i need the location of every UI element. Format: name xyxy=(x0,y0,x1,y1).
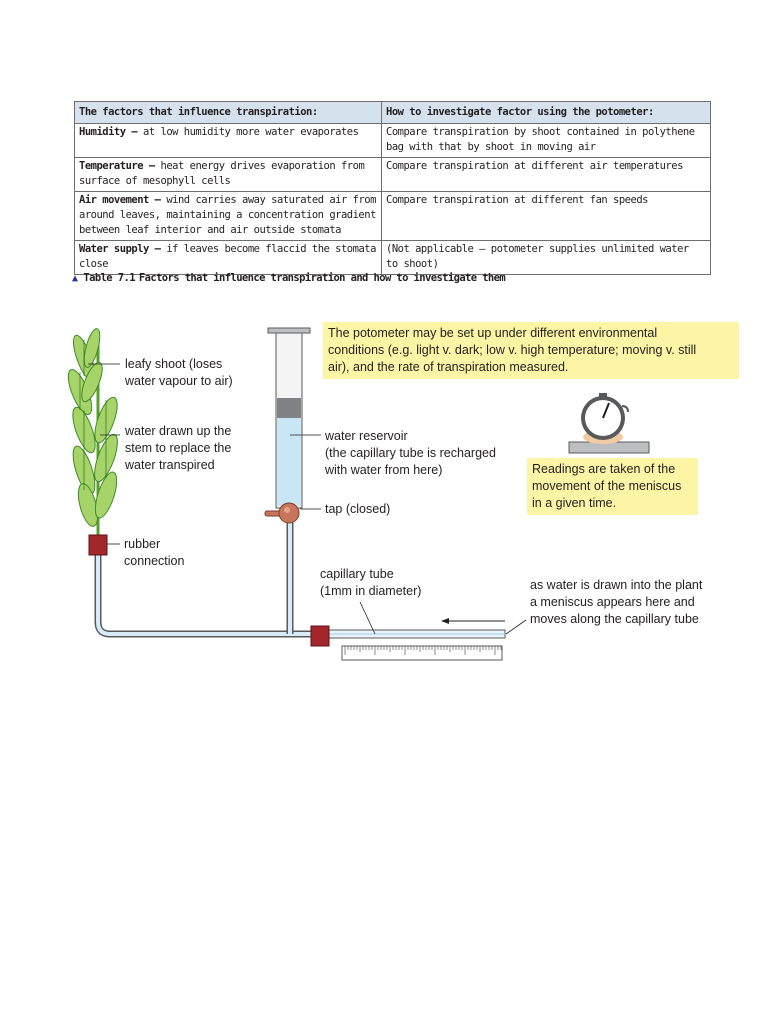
note-line: movement of the meniscus xyxy=(532,479,682,493)
label-line: stem to replace the xyxy=(125,441,232,455)
factor-cell xyxy=(75,192,382,241)
method-cell: Compare transpiration at different fan speeds xyxy=(382,192,711,241)
meniscus-arrow xyxy=(441,618,505,624)
water-reservoir xyxy=(268,328,310,516)
factor-cell xyxy=(75,241,382,275)
label-line: water vapour to air) xyxy=(125,374,233,388)
label-tap: tap (closed) xyxy=(325,502,391,516)
label-line: water reservoir xyxy=(325,429,408,443)
label-line: water transpired xyxy=(125,458,215,472)
factor-cell xyxy=(75,124,382,158)
label-line: connection xyxy=(124,554,185,568)
table-row xyxy=(75,124,711,158)
rubber-connection-capillary xyxy=(311,626,329,646)
table-caption xyxy=(72,272,505,284)
method-cell: Compare transpiration by shoot contained in polythene bag with that by shoot in moving air xyxy=(382,124,711,158)
factor-description: heat energy drives evaporation from surface of mesophyll cells xyxy=(79,160,365,187)
tap-icon xyxy=(265,503,299,523)
potometer-note xyxy=(323,322,739,379)
label-water-reservoir xyxy=(325,428,496,479)
label-line: moves along the capillary tube xyxy=(530,612,699,626)
stopwatch-icon xyxy=(569,393,649,453)
note-line: in a given time. xyxy=(532,496,617,510)
factor-name: Water supply – xyxy=(79,243,161,255)
note-line: Readings are taken of the xyxy=(532,462,676,476)
rubber-connection-stem xyxy=(89,535,107,555)
caption-number: Table 7.1 xyxy=(83,272,135,284)
table-header-factor: The factors that influence transpiration: xyxy=(75,102,382,124)
label-meniscus xyxy=(530,577,702,628)
table-row xyxy=(75,241,711,275)
readings-note xyxy=(527,458,698,515)
factor-description: if leaves become flaccid the stomata close xyxy=(79,243,376,270)
table-row xyxy=(75,158,711,192)
label-line: (1mm in diameter) xyxy=(320,584,422,598)
label-line: water drawn up the xyxy=(125,424,232,438)
label-line: (the capillary tube is recharged xyxy=(325,446,496,460)
factor-description: at low humidity more water evaporates xyxy=(137,126,359,138)
note-line: air), and the rate of transpiration measured. xyxy=(328,360,569,374)
label-leafy-shoot xyxy=(125,356,233,390)
factor-cell xyxy=(75,158,382,192)
label-capillary-tube xyxy=(320,566,421,600)
label-line: rubber xyxy=(124,537,161,551)
factor-description: wind carries away saturated air from around leaves, maintaining a concentration gradient between leaf interior and air outside stomata xyxy=(79,194,376,236)
method-cell: Compare transpiration at different air temperatures xyxy=(382,158,711,192)
table-header-method: How to investigate factor using the potometer: xyxy=(382,102,711,124)
factor-name: Air movement – xyxy=(79,194,161,206)
factors-table xyxy=(74,101,711,275)
label-water-drawn xyxy=(125,423,231,474)
label-line: leafy shoot (loses xyxy=(125,357,223,371)
table-row xyxy=(75,192,711,241)
label-rubber-connection xyxy=(124,536,184,570)
method-cell: (Not applicable – potometer supplies unlimited water to shoot) xyxy=(382,241,711,275)
note-line: The potometer may be set up under different environmental xyxy=(328,326,658,340)
label-line: as water is drawn into the plant xyxy=(530,578,703,592)
factor-name: Temperature – xyxy=(79,160,155,172)
label-line: capillary tube xyxy=(320,567,394,581)
note-line: conditions (e.g. light v. dark; low v. high temperature; moving v. still xyxy=(328,343,697,357)
label-line: a meniscus appears here and xyxy=(530,595,695,609)
label-line: with water from here) xyxy=(325,463,443,477)
leafy-shoot xyxy=(64,327,122,540)
label-pointers xyxy=(88,364,526,634)
ruler xyxy=(342,646,502,660)
factor-name: Humidity – xyxy=(79,126,138,138)
caption-triangle-icon: ▲ xyxy=(72,273,78,284)
caption-text: Factors that influence transpiration and how to investigate them xyxy=(138,272,506,284)
table-header-row xyxy=(75,102,711,124)
